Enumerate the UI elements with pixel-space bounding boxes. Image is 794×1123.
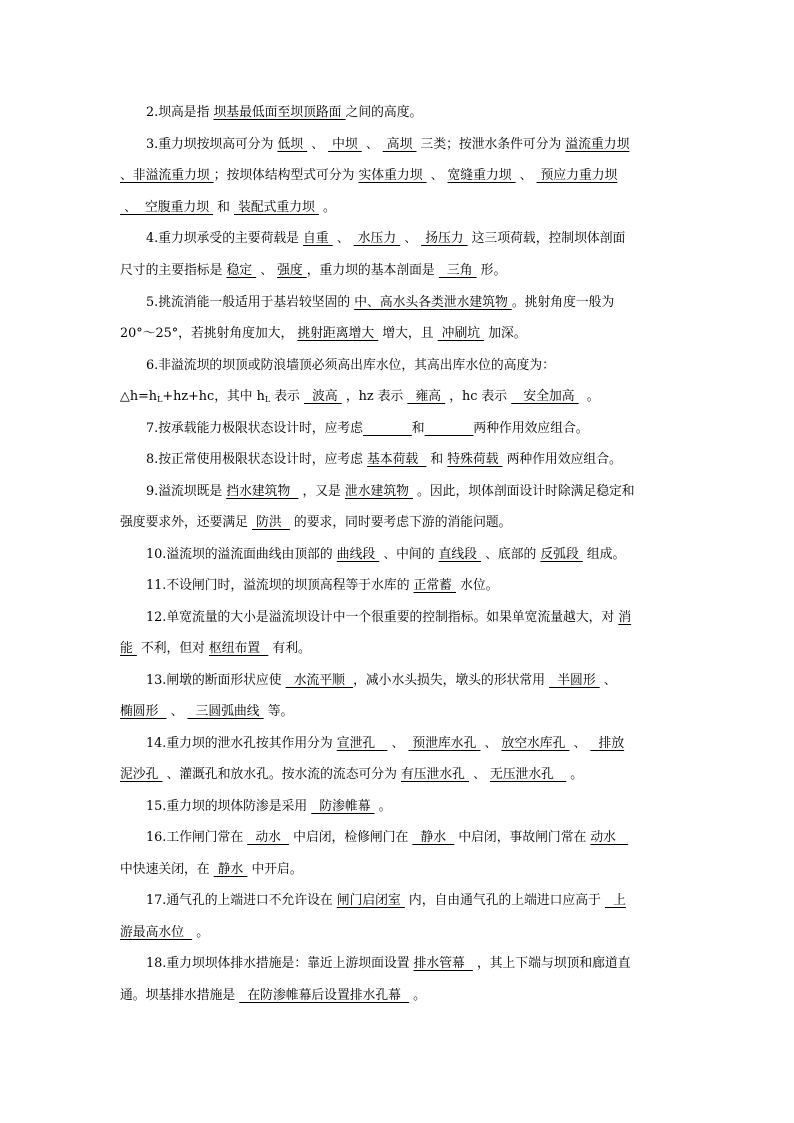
text-line — [120, 507, 680, 538]
answer-blank: 三圆弧曲线 — [187, 704, 264, 719]
question-text: +hz+hc，其中 h — [162, 389, 265, 404]
question-text: 尺寸的主要指标是 — [120, 263, 227, 278]
question-text: ，减小水头损失，墩头的形状常用 — [353, 673, 550, 688]
question-text: 、 — [387, 736, 409, 751]
answer-blank: 挑射距离增大 — [297, 326, 379, 341]
answer-blank: 溢流重力坝 — [565, 137, 630, 152]
question-text: 有利。 — [268, 641, 311, 656]
question-text: 加深。 — [484, 326, 527, 341]
question-text: 14.重力坝的泄水孔按其作用分为 — [146, 736, 337, 751]
question-text: 3.重力坝按坝高可分为 — [146, 137, 278, 152]
answer-blank: 防渗帷幕 — [311, 799, 375, 814]
question-text: 11.不设闸门时，溢流坝的坝顶高程等于水库的 — [146, 578, 414, 593]
text-line — [120, 917, 680, 948]
question-text: 的要求，同时要考虑下游的消能问题。 — [289, 515, 512, 530]
question-text: 、 — [400, 231, 422, 246]
answer-blank: 中坝 — [328, 137, 362, 152]
question-text: 。挑射角度一般为 — [511, 295, 615, 310]
question-text: 等。 — [263, 704, 294, 719]
question-text: 9.溢流坝既是 — [146, 484, 227, 499]
question-text: 12.单宽流量的大小是溢流坝设计中一个很重要的控制指标。如果单宽流量越大，对 — [146, 610, 619, 625]
text-line — [120, 696, 680, 727]
answer-blank: 有压泄水孔 — [400, 767, 470, 782]
question-text: 中启闭，检修闸门在 — [289, 830, 413, 845]
question-text: 组成。 — [582, 547, 626, 562]
text-line — [120, 854, 680, 885]
answer-blank: 坝基最低面至坝顶路面 — [213, 105, 346, 120]
answer-blank: 宣泄孔 — [336, 736, 388, 751]
answer-blank: 上 — [604, 893, 626, 908]
text-line — [120, 192, 680, 223]
question-text: 、 — [480, 736, 502, 751]
text-line — [146, 822, 680, 853]
text-line — [120, 160, 680, 191]
question-text: 内，自由通气孔的上端进口应高于 — [404, 893, 605, 908]
answer-blank: 冲刷坑 — [437, 326, 485, 341]
question-text: 、 — [469, 767, 490, 782]
answer-blank: 泥沙孔 — [120, 767, 163, 782]
question-text: 10.溢流坝的溢流面曲线由顶部的 — [146, 547, 337, 562]
question-text: 。 — [374, 799, 392, 814]
question-text: 、 — [426, 168, 448, 183]
question-text: 水位。 — [456, 578, 499, 593]
answer-blank: 低坝 — [277, 137, 308, 152]
answer-blank: 半圆形 — [549, 673, 600, 688]
answer-blank: 水压力 — [353, 231, 401, 246]
question-text: ，重力坝的基本剖面是 — [306, 263, 439, 278]
question-text: △h=h — [120, 389, 158, 404]
answer-blank — [363, 421, 412, 436]
question-text: 。因此，坝体剖面设计时除满足稳定和 — [412, 484, 635, 499]
answer-blank: 枢纽布置 — [209, 641, 269, 656]
text-line — [146, 97, 680, 128]
question-text: 、 — [569, 736, 591, 751]
answer-blank: 闸门启闭室 — [336, 893, 405, 908]
question-text: 。 — [566, 767, 584, 782]
question-text: 8.按正常使用极限状态设计时，应考虑 — [146, 452, 368, 467]
question-text: 表示 — [270, 389, 304, 404]
answer-blank: 装配式重力坝 — [234, 200, 319, 215]
answer-blank: 三角 — [438, 263, 477, 278]
question-text: 、 — [256, 263, 278, 278]
question-text: 5.挑流消能一般适用于基岩较坚固的 — [146, 295, 355, 310]
answer-blank: 、 — [120, 200, 141, 215]
question-text: 、底部的 — [481, 547, 541, 562]
text-line — [146, 129, 680, 160]
text-line — [146, 570, 680, 601]
answer-blank: 泄水建筑物 — [344, 484, 413, 499]
text-line — [146, 539, 680, 570]
answer-blank: 预应力重力坝 — [536, 168, 618, 183]
question-text: 通。坝基排水措施是 — [120, 988, 240, 1003]
question-text: 不利，但对 — [136, 641, 209, 656]
text-line — [146, 476, 680, 507]
question-text: 、 — [599, 673, 621, 688]
answer-blank: 排水管幕 — [413, 956, 473, 971]
answer-blank: 直线段 — [438, 547, 482, 562]
question-text: 中开启。 — [247, 862, 303, 877]
question-text: 和 — [411, 421, 425, 436]
answer-blank: 正常蓄 — [413, 578, 457, 593]
question-text: 6.非溢流坝的坝顶或防浪墙顶必须高出库水位，其高出库水位的高度为： — [146, 358, 555, 373]
answer-blank: 无压泄水孔 — [489, 767, 567, 782]
question-text: 。 — [409, 988, 426, 1003]
question-text: 4.重力坝承受的主要荷载是 — [146, 231, 304, 246]
question-text: 、 — [332, 231, 354, 246]
text-line — [146, 223, 680, 254]
question-text: 、 — [307, 137, 329, 152]
answer-blank: 实体重力坝 — [358, 168, 427, 183]
answer-blank: 曲线段 — [336, 547, 380, 562]
answer-blank: 静水 — [213, 862, 248, 877]
text-line — [146, 665, 680, 696]
question-text: 17.通气孔的上端进口不允许设在 — [146, 893, 337, 908]
answer-blank: 静水 — [412, 830, 455, 845]
answer-blank: 反弧段 — [540, 547, 583, 562]
question-text: 18.重力坝坝体排水措施是：靠近上游坝面设置 — [146, 956, 414, 971]
question-text: ，又是 — [298, 484, 345, 499]
text-line — [146, 413, 680, 444]
question-text: 7.按承载能力极限状态设计时，应考虑 — [146, 421, 363, 436]
answer-blank — [425, 421, 474, 436]
question-text: 、 — [361, 137, 383, 152]
question-text: 2.坝高是指 — [146, 105, 214, 120]
question-text: 、灌溉孔和放水孔。按水流的流态可分为 — [162, 767, 401, 782]
question-text: ；按坝体结构型式可分为 — [213, 168, 359, 183]
subscript: L — [264, 395, 271, 404]
question-text: 。 — [578, 389, 600, 404]
answer-blank: 宽缝重力坝 — [447, 168, 516, 183]
question-text: ，其上下端与坝顶和廊道直 — [472, 956, 631, 971]
question-text: 之间的高度。 — [345, 105, 423, 120]
answer-blank: 防洪 — [252, 515, 290, 530]
text-line — [120, 318, 680, 349]
question-text: 两种作用效应组合。 — [473, 421, 589, 436]
answer-blank: 游最高水位 — [120, 925, 193, 940]
question-text: 、 — [166, 704, 188, 719]
question-text: 15.重力坝的坝体防渗是采用 — [146, 799, 312, 814]
answer-blank: 特殊荷载 — [447, 452, 503, 467]
question-text: 、 — [515, 168, 537, 183]
question-text: 20°～25°，若挑射角度加大， — [120, 326, 298, 341]
answer-blank: 放空水库孔 — [501, 736, 570, 751]
answer-blank: 中、高水头各类泄水建筑物 — [354, 295, 512, 310]
question-text: 、中间的 — [379, 547, 439, 562]
answer-blank: 排放 — [590, 736, 625, 751]
answer-blank: 波高 — [303, 389, 342, 404]
text-line — [146, 350, 680, 381]
question-text: 三类；按泄水条件可分为 — [416, 137, 566, 152]
answer-blank: 高坝 — [382, 137, 417, 152]
answer-blank: 基本荷载 — [367, 452, 427, 467]
question-text: 这三项荷载，控制坝体剖面 — [467, 231, 626, 246]
answer-blank: 能 — [120, 641, 137, 656]
answer-blank: 自重 — [303, 231, 333, 246]
subscript: L — [157, 395, 163, 404]
text-line — [146, 602, 680, 633]
answer-blank: 雍高 — [407, 389, 446, 404]
answer-blank: 安全加高 — [511, 389, 579, 404]
text-line — [146, 728, 680, 759]
question-text: ，hz 表示 — [341, 389, 408, 404]
question-text: 形。 — [476, 263, 507, 278]
question-text: 。 — [192, 925, 209, 940]
text-line — [146, 791, 680, 822]
answer-blank: 强度 — [277, 263, 307, 278]
text-line — [120, 381, 680, 412]
text-line — [120, 255, 680, 286]
answer-blank: 、非溢流重力坝 — [120, 168, 214, 183]
answer-blank: 在防渗帷幕后设置排水孔幕 — [239, 988, 410, 1003]
text-line — [120, 759, 680, 790]
question-text: 。 — [318, 200, 336, 215]
text-line — [146, 287, 680, 318]
answer-blank: 消 — [618, 610, 632, 625]
question-text: 和 — [213, 200, 234, 215]
answer-blank: 挡水建筑物 — [226, 484, 299, 499]
question-text: 16.工作闸门常在 — [146, 830, 248, 845]
answer-blank: 椭圆形 — [120, 704, 167, 719]
answer-blank: 动水 — [590, 830, 629, 845]
question-text: 13.闸墩的断面形状应使 — [146, 673, 286, 688]
text-line — [120, 633, 680, 664]
question-text: 和 — [426, 452, 448, 467]
answer-blank: 空腹重力坝 — [140, 200, 214, 215]
question-text: 增大，且 — [378, 326, 438, 341]
answer-blank: 扬压力 — [421, 231, 468, 246]
answer-blank: 预泄库水孔 — [408, 736, 481, 751]
text-line — [146, 444, 680, 475]
question-text: 中快速关闭，在 — [120, 862, 214, 877]
answer-blank: 水流平顺 — [285, 673, 354, 688]
question-text: 中启闭，事故闸门常在 — [454, 830, 591, 845]
text-line — [146, 948, 680, 979]
question-text: ，hc 表示 — [445, 389, 512, 404]
text-line — [146, 885, 680, 916]
question-text: 强度要求外，还要满足 — [120, 515, 253, 530]
question-text: 两种作用效应组合。 — [502, 452, 622, 467]
answer-blank: 动水 — [247, 830, 290, 845]
answer-blank: 稳定 — [226, 263, 257, 278]
text-line — [120, 980, 680, 1011]
